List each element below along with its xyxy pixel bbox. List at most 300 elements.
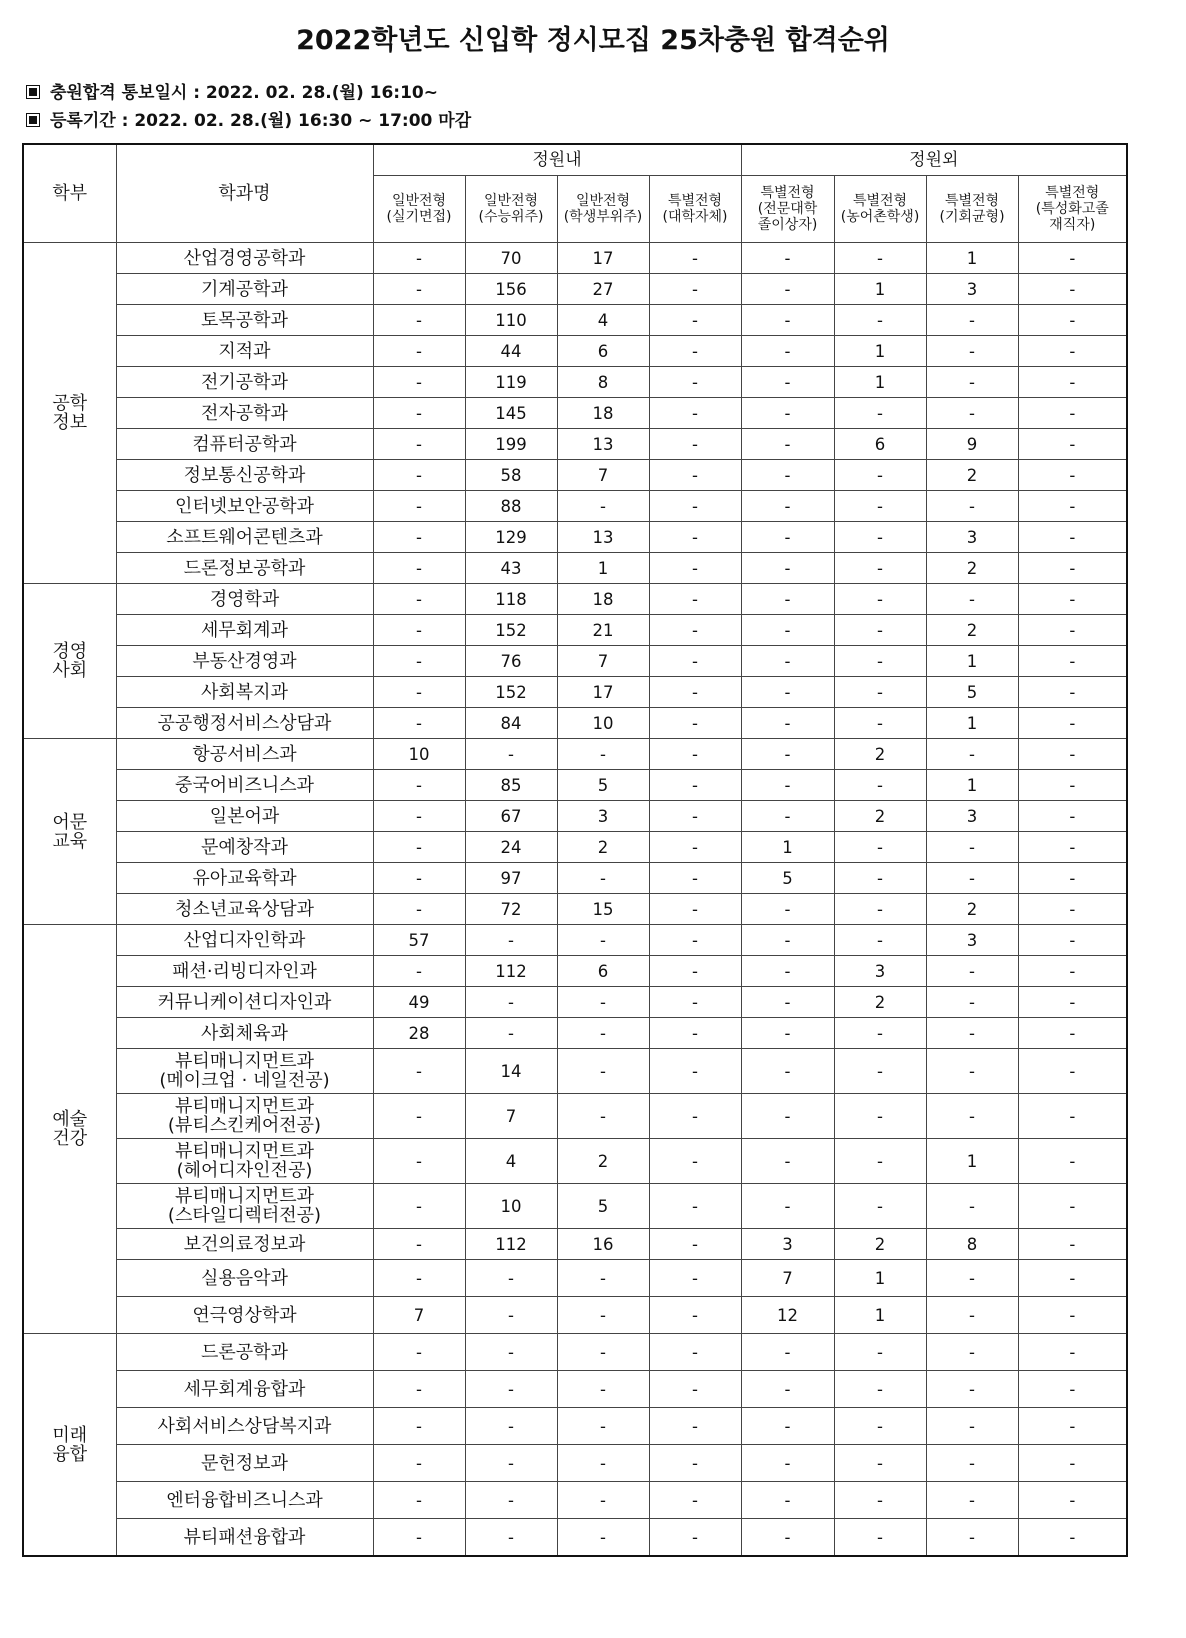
major-name: (헤어디자인전공) (176, 1160, 313, 1181)
rank-value-cell: 2 (834, 1229, 926, 1260)
rank-value-cell: - (649, 367, 741, 398)
dept-cell (23, 925, 116, 1334)
rank-value-cell: 3 (926, 801, 1018, 832)
rank-value-cell: - (649, 1519, 741, 1557)
rank-value-cell: - (649, 336, 741, 367)
rank-value-cell: - (741, 305, 834, 336)
rank-value-cell: 7 (557, 460, 649, 491)
table-row (23, 739, 1127, 770)
rank-value-cell: - (557, 1519, 649, 1557)
table-row (23, 429, 1127, 460)
checkbox-square-icon (26, 85, 40, 99)
rank-value-cell: 1 (834, 274, 926, 305)
major-cell (116, 1334, 373, 1371)
dept-label: 융합 (52, 1443, 88, 1465)
rank-value-cell: - (834, 398, 926, 429)
rank-value-cell: 88 (465, 491, 557, 522)
rank-value-cell: - (465, 1482, 557, 1519)
major-name: 세무회계과 (201, 619, 288, 641)
rank-value-cell: 8 (557, 367, 649, 398)
rank-value-cell: - (834, 1094, 926, 1139)
notice-notification-time (26, 78, 438, 103)
header-group-in-quota: 정원내 (373, 144, 741, 176)
header-column (557, 176, 649, 243)
rank-value-cell: 10 (373, 739, 465, 770)
rank-value-cell: - (649, 987, 741, 1018)
rank-value-cell: - (834, 305, 926, 336)
rank-value-cell: - (834, 1049, 926, 1094)
rank-value-cell: - (1018, 1139, 1127, 1184)
rank-value-cell: - (834, 708, 926, 739)
rank-value-cell: 1 (926, 1139, 1018, 1184)
rank-value-cell: - (1018, 987, 1127, 1018)
header-column-line: 일반전형 (391, 193, 447, 209)
rank-value-cell: 1 (557, 553, 649, 584)
major-name: 기계공학과 (201, 278, 288, 300)
notice-text: 등록기간 : 2022. 02. 28.(월) 16:30 ~ 17:00 마감 (50, 111, 472, 131)
major-cell (116, 1018, 373, 1049)
rank-value-cell: - (649, 584, 741, 615)
rank-value-cell: 2 (834, 987, 926, 1018)
major-name: 드론공학과 (201, 1341, 288, 1363)
rank-value-cell: - (741, 1184, 834, 1229)
header-column (926, 176, 1018, 243)
rank-value-cell: 1 (741, 832, 834, 863)
major-name: 공공행정서비스상담과 (157, 712, 332, 734)
rank-value-cell: 3 (557, 801, 649, 832)
rank-value-cell: 5 (557, 1184, 649, 1229)
rank-value-cell: - (834, 243, 926, 274)
table-row (23, 832, 1127, 863)
rank-value-cell: - (557, 1094, 649, 1139)
major-cell (116, 1094, 373, 1139)
rank-value-cell: 5 (557, 770, 649, 801)
major-name: 경영학과 (209, 588, 280, 610)
dept-label: 사회 (52, 660, 88, 681)
rank-value-cell: 43 (465, 553, 557, 584)
table-row (23, 1229, 1127, 1260)
major-name: 항공서비스과 (192, 743, 297, 765)
rank-value-cell: - (1018, 460, 1127, 491)
major-cell (116, 1049, 373, 1094)
major-name: 중국어비즈니스과 (174, 774, 315, 796)
major-name: (메이크업 · 네일전공) (159, 1070, 330, 1091)
major-name: 토목공학과 (201, 309, 288, 331)
table-row (23, 956, 1127, 987)
major-name: 지적과 (218, 340, 271, 362)
rank-value-cell: - (741, 987, 834, 1018)
table-row (23, 708, 1127, 739)
rank-value-cell: - (649, 801, 741, 832)
rank-value-cell: - (741, 398, 834, 429)
rank-value-cell: - (649, 677, 741, 708)
major-cell (116, 739, 373, 770)
rank-value-cell: - (465, 925, 557, 956)
major-cell (116, 460, 373, 491)
rank-value-cell: - (926, 336, 1018, 367)
header-column-line: 특별전형 (944, 193, 1000, 209)
rank-value-cell: - (834, 1184, 926, 1229)
rank-value-cell: - (373, 1334, 465, 1371)
rank-value-cell: - (373, 522, 465, 553)
rank-value-cell: - (373, 1519, 465, 1557)
rank-value-cell: 97 (465, 863, 557, 894)
header-column-line: (특성화고졸 (1035, 201, 1109, 217)
header-column-line: 특별전형 (1045, 185, 1100, 201)
major-cell (116, 429, 373, 460)
major-cell (116, 615, 373, 646)
rank-value-cell: - (373, 584, 465, 615)
rank-value-cell: 1 (926, 708, 1018, 739)
header-group-out-quota: 정원외 (741, 144, 1127, 176)
major-name: 엔터융합비즈니스과 (166, 1489, 323, 1511)
rank-value-cell: - (834, 460, 926, 491)
rank-value-cell: 3 (926, 274, 1018, 305)
rank-value-cell: 152 (465, 615, 557, 646)
rank-value-cell: - (373, 1229, 465, 1260)
rank-value-cell: - (926, 367, 1018, 398)
rank-value-cell: - (741, 336, 834, 367)
rank-value-cell: - (373, 1184, 465, 1229)
rank-value-cell: - (926, 987, 1018, 1018)
major-cell (116, 305, 373, 336)
dept-label: 어문 (52, 811, 88, 833)
rank-value-cell: - (649, 1334, 741, 1371)
major-cell (116, 1371, 373, 1408)
table-row (23, 1297, 1127, 1334)
table-row (23, 1334, 1127, 1371)
major-cell (116, 894, 373, 925)
rank-value-cell: - (741, 1519, 834, 1557)
major-name: 사회서비스상담복지과 (157, 1415, 332, 1437)
rank-value-cell: - (741, 1334, 834, 1371)
major-name: (뷰티스킨케어전공) (167, 1115, 322, 1136)
rank-value-cell: - (741, 1482, 834, 1519)
rank-value-cell: - (649, 305, 741, 336)
rank-value-cell: - (741, 801, 834, 832)
rank-value-cell: - (373, 770, 465, 801)
dept-label: 공학 (52, 393, 88, 414)
dept-label: 교육 (52, 830, 88, 852)
rank-value-cell: - (649, 429, 741, 460)
rank-value-cell: 18 (557, 584, 649, 615)
rank-value-cell: - (1018, 398, 1127, 429)
rank-value-cell: - (926, 739, 1018, 770)
major-name: 문헌정보과 (201, 1452, 288, 1474)
rank-value-cell: 6 (834, 429, 926, 460)
major-cell (116, 522, 373, 553)
rank-value-cell: - (741, 894, 834, 925)
rank-value-cell: - (1018, 956, 1127, 987)
rank-value-cell: - (1018, 274, 1127, 305)
rank-value-cell: 199 (465, 429, 557, 460)
rank-value-cell: 72 (465, 894, 557, 925)
major-name: 뷰티매니지먼트과 (174, 1186, 315, 1207)
table-row (23, 1371, 1127, 1408)
rank-value-cell: 2 (926, 894, 1018, 925)
table-row (23, 1139, 1127, 1184)
dept-label: 정보 (52, 412, 88, 433)
major-name: 뷰티매니지먼트과 (174, 1051, 315, 1072)
rank-value-cell: - (373, 1445, 465, 1482)
table-row (23, 398, 1127, 429)
rank-value-cell: 119 (465, 367, 557, 398)
table-row (23, 1482, 1127, 1519)
rank-value-cell: - (1018, 1334, 1127, 1371)
rank-value-cell: - (834, 615, 926, 646)
rank-value-cell: - (1018, 1260, 1127, 1297)
rank-value-cell: - (649, 1297, 741, 1334)
rank-value-cell: - (373, 336, 465, 367)
header-column (373, 176, 465, 243)
table-row (23, 367, 1127, 398)
rank-value-cell: - (373, 274, 465, 305)
major-cell (116, 646, 373, 677)
rank-value-cell: - (649, 1094, 741, 1139)
rank-value-cell: - (465, 1297, 557, 1334)
table-row (23, 1018, 1127, 1049)
rank-value-cell: - (741, 367, 834, 398)
rank-value-cell: - (1018, 1229, 1127, 1260)
rank-value-cell: - (465, 1334, 557, 1371)
table-row (23, 1049, 1127, 1094)
rank-value-cell: - (649, 770, 741, 801)
rank-value-cell: 67 (465, 801, 557, 832)
rank-value-cell: 15 (557, 894, 649, 925)
rank-value-cell: - (557, 1371, 649, 1408)
major-name: (스타일디렉터전공) (167, 1205, 322, 1226)
rank-value-cell: - (741, 677, 834, 708)
rank-value-cell: 14 (465, 1049, 557, 1094)
dept-label: 미래 (52, 1424, 88, 1446)
major-name: 커뮤니케이션디자인과 (157, 991, 332, 1013)
rank-value-cell: - (834, 1018, 926, 1049)
rank-value-cell: - (557, 1260, 649, 1297)
rank-value-cell: - (741, 1018, 834, 1049)
major-cell (116, 801, 373, 832)
rank-value-cell: - (649, 894, 741, 925)
major-cell (116, 1408, 373, 1445)
header-column-line: (수능위주) (478, 209, 544, 225)
rank-value-cell: - (649, 460, 741, 491)
rank-value-cell: - (649, 646, 741, 677)
rank-value-cell: - (741, 770, 834, 801)
dept-label: 예술 (52, 1109, 88, 1130)
dept-label: 건강 (52, 1128, 88, 1149)
rank-value-cell: - (834, 770, 926, 801)
major-cell (116, 243, 373, 274)
rank-value-cell: - (834, 553, 926, 584)
header-column (834, 176, 926, 243)
rank-value-cell: - (741, 739, 834, 770)
rank-value-cell: - (649, 522, 741, 553)
rank-value-cell: - (465, 1260, 557, 1297)
notice-registration-period (26, 106, 471, 131)
rank-value-cell: - (373, 243, 465, 274)
rank-value-cell: 1 (926, 243, 1018, 274)
rank-value-cell: - (926, 584, 1018, 615)
rank-value-cell: 129 (465, 522, 557, 553)
rank-value-cell: 17 (557, 677, 649, 708)
rank-value-cell: - (834, 925, 926, 956)
rank-value-cell: - (649, 925, 741, 956)
rank-value-cell: - (741, 1094, 834, 1139)
major-cell (116, 1482, 373, 1519)
rank-value-cell: - (1018, 894, 1127, 925)
rank-value-cell: - (649, 615, 741, 646)
rank-value-cell: - (649, 956, 741, 987)
rank-value-cell: - (373, 956, 465, 987)
rank-value-cell: - (465, 739, 557, 770)
rank-value-cell: 4 (557, 305, 649, 336)
table-row (23, 1184, 1127, 1229)
rank-value-cell: - (741, 522, 834, 553)
major-name: 패션·리빙디자인과 (172, 960, 317, 982)
rank-value-cell: 84 (465, 708, 557, 739)
rank-value-cell: - (926, 1408, 1018, 1445)
rank-value-cell: - (741, 429, 834, 460)
rank-value-cell: 28 (373, 1018, 465, 1049)
major-name: 컴퓨터공학과 (192, 433, 297, 455)
rank-value-cell: - (557, 1049, 649, 1094)
rank-value-cell: - (649, 708, 741, 739)
rank-value-cell: - (1018, 1184, 1127, 1229)
header-column-line: 특별전형 (852, 193, 908, 209)
rank-value-cell: - (373, 460, 465, 491)
header-column (649, 176, 741, 243)
major-cell (116, 1139, 373, 1184)
rank-value-cell: - (741, 1371, 834, 1408)
rank-value-cell: 5 (741, 863, 834, 894)
major-name: 부동산경영과 (192, 650, 297, 672)
rank-value-cell: - (1018, 1094, 1127, 1139)
rank-value-cell: - (373, 1139, 465, 1184)
rank-value-cell: - (1018, 367, 1127, 398)
table-row (23, 1519, 1127, 1557)
rank-value-cell: - (557, 987, 649, 1018)
rank-value-cell: 1 (834, 367, 926, 398)
rank-value-cell: - (926, 1334, 1018, 1371)
rank-value-cell: 18 (557, 398, 649, 429)
rank-value-cell: - (373, 491, 465, 522)
table-row (23, 491, 1127, 522)
rank-value-cell: - (1018, 243, 1127, 274)
rank-value-cell: - (465, 1018, 557, 1049)
rank-value-cell: - (741, 491, 834, 522)
rank-value-cell: - (834, 894, 926, 925)
rank-value-cell: - (926, 1184, 1018, 1229)
rank-value-cell: - (465, 1408, 557, 1445)
major-name: 실용음악과 (201, 1267, 288, 1289)
rank-value-cell: - (649, 1018, 741, 1049)
major-name: 인터넷보안공학과 (174, 495, 315, 517)
rank-value-cell: 152 (465, 677, 557, 708)
rank-value-cell: - (649, 1229, 741, 1260)
major-cell (116, 1519, 373, 1557)
rank-value-cell: - (926, 1094, 1018, 1139)
major-cell (116, 925, 373, 956)
rank-value-cell: - (649, 1482, 741, 1519)
rank-value-cell: - (1018, 305, 1127, 336)
rank-value-cell: - (465, 1519, 557, 1557)
rank-value-cell: - (834, 522, 926, 553)
major-cell (116, 956, 373, 987)
table-row (23, 1445, 1127, 1482)
rank-value-cell: 1 (834, 1297, 926, 1334)
rank-value-cell: - (1018, 832, 1127, 863)
rank-value-cell: - (649, 398, 741, 429)
header-column-line: (전문대학 (757, 201, 818, 217)
rank-value-cell: - (741, 460, 834, 491)
major-cell (116, 1229, 373, 1260)
rank-value-cell: - (1018, 615, 1127, 646)
table-row (23, 987, 1127, 1018)
rank-value-cell: 1 (926, 646, 1018, 677)
major-name: 연극영상학과 (192, 1304, 297, 1326)
rank-value-cell: - (373, 1260, 465, 1297)
major-name: 사회체육과 (201, 1022, 288, 1044)
header-column-line: (농어촌학생) (840, 209, 920, 225)
rank-value-cell: 17 (557, 243, 649, 274)
major-name: 드론정보공학과 (183, 557, 306, 579)
rank-value-cell: 13 (557, 522, 649, 553)
major-cell (116, 398, 373, 429)
rank-value-cell: - (1018, 739, 1127, 770)
rank-value-cell: - (649, 863, 741, 894)
major-cell (116, 708, 373, 739)
dept-cell (23, 584, 116, 739)
rank-value-cell: - (926, 1297, 1018, 1334)
rank-value-cell: - (1018, 801, 1127, 832)
rank-value-cell: - (1018, 336, 1127, 367)
rank-value-cell: - (926, 1371, 1018, 1408)
table-row (23, 615, 1127, 646)
major-cell (116, 1260, 373, 1297)
header-column-line: (대학자체) (662, 209, 728, 225)
rank-value-cell: - (557, 863, 649, 894)
table-row (23, 646, 1127, 677)
rank-value-cell: - (926, 491, 1018, 522)
rank-value-cell: - (649, 1371, 741, 1408)
rank-value-cell: 57 (373, 925, 465, 956)
rank-value-cell: - (373, 305, 465, 336)
header-column (1018, 176, 1127, 243)
dept-cell (23, 739, 116, 925)
major-name: 산업경영공학과 (183, 247, 306, 269)
header-column-line: 일반전형 (483, 193, 539, 209)
table-row (23, 925, 1127, 956)
table-row (23, 1094, 1127, 1139)
rank-value-cell: 2 (834, 739, 926, 770)
rank-value-cell: 112 (465, 1229, 557, 1260)
rank-value-cell: - (373, 1371, 465, 1408)
rank-value-cell: - (926, 863, 1018, 894)
rank-value-cell: - (373, 646, 465, 677)
rank-value-cell: - (741, 925, 834, 956)
rank-value-cell: - (926, 956, 1018, 987)
rank-value-cell: - (926, 1519, 1018, 1557)
rank-value-cell: 2 (926, 553, 1018, 584)
rank-value-cell: 118 (465, 584, 557, 615)
table-row (23, 243, 1127, 274)
rank-value-cell: - (1018, 677, 1127, 708)
major-cell (116, 1184, 373, 1229)
rank-value-cell: - (741, 708, 834, 739)
major-cell (116, 336, 373, 367)
rank-value-cell: - (1018, 1445, 1127, 1482)
rank-value-cell: - (373, 1049, 465, 1094)
rank-value-cell: - (465, 987, 557, 1018)
